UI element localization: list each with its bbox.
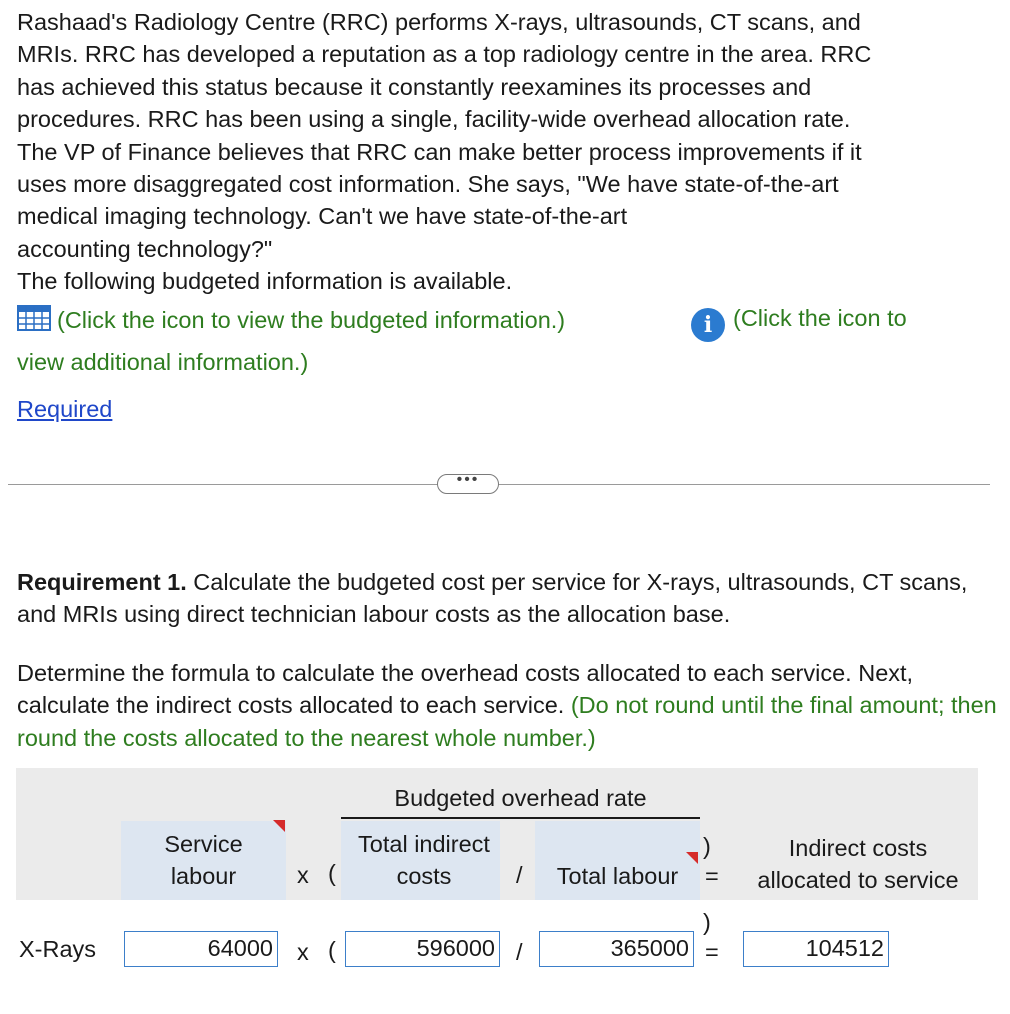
budgeted-info-link[interactable] <box>17 305 565 337</box>
requirement-1 <box>17 566 997 631</box>
intro-line: uses more disaggregated cost information. She says, "We have state-of-the-art <box>17 171 839 198</box>
service-labour-header-line1: Service <box>164 831 243 857</box>
rate-header: Budgeted overhead rate <box>394 785 647 811</box>
equals-operator: = <box>705 939 719 965</box>
requirement-text: Calculate the budgeted cost per service for X-rays, ultrasounds, CT scans, and MRIs using direct technician labour costs as the allocation base. <box>17 569 968 628</box>
allocated-header-line1: Indirect costs <box>788 835 928 861</box>
open-paren: ( <box>328 937 336 963</box>
row-label-xrays: X-Rays <box>19 936 97 962</box>
total-labour-input[interactable]: 365000 <box>539 931 694 967</box>
total-indirect-header-line1: Total indirect <box>358 831 490 857</box>
rate-underline <box>341 817 700 819</box>
total-indirect-input[interactable]: 596000 <box>345 931 500 967</box>
requirement-label: Requirement 1. <box>17 569 187 595</box>
allocated-header-line2: allocated to service <box>757 867 959 893</box>
additional-info-link[interactable] <box>691 305 907 342</box>
intro-line: The following budgeted information is available. <box>17 268 513 295</box>
service-labour-header-line2: labour <box>170 863 237 889</box>
instructions-note: (Do not round until the final amount; then round the costs allocated to the nearest whole number.) <box>17 692 997 751</box>
equals-operator: = <box>705 863 719 889</box>
service-labour-input[interactable]: 64000 <box>124 931 278 967</box>
intro-line: accounting technology?" <box>17 235 273 262</box>
total-labour-header: Total labour <box>556 863 679 889</box>
budgeted-info-text[interactable]: (Click the icon to view the budgeted information.) <box>57 307 566 333</box>
allocated-header <box>740 832 976 896</box>
ellipsis-icon[interactable]: ••• <box>437 474 499 494</box>
instructions-text: Determine the formula to calculate the overhead costs allocated to each service. Next, calculate the indirect costs allocated to each service. <box>17 660 914 719</box>
intro-line: The VP of Finance believes that RRC can make better process improvements if it <box>17 138 862 165</box>
intro-line: Rashaad's Radiology Centre (RRC) performs X-rays, ultrasounds, CT scans, and <box>17 9 861 35</box>
total-indirect-header-line2: costs <box>396 863 452 889</box>
additional-info-text-2[interactable]: view additional information.) <box>17 349 309 375</box>
close-paren: ) <box>703 909 711 935</box>
service-labour-header <box>121 828 286 892</box>
section-divider <box>8 484 990 485</box>
intro-line: medical imaging technology. Can't we have state-of-the-art <box>17 203 628 230</box>
intro-line: has achieved this status because it constantly reexamines its processes and <box>17 73 812 100</box>
problem-intro <box>17 6 997 298</box>
required-link[interactable]: Required <box>17 396 113 422</box>
open-paren: ( <box>328 860 336 886</box>
instructions <box>17 657 997 754</box>
divide-operator: / <box>516 939 523 965</box>
intro-line: MRIs. RRC has developed a reputation as a top radiology centre in the area. RRC <box>17 41 872 68</box>
times-operator: x <box>297 862 309 888</box>
divide-operator: / <box>516 862 523 888</box>
close-paren: ) <box>703 833 711 859</box>
info-icon[interactable]: i <box>691 308 725 342</box>
additional-info-link-cont[interactable] <box>17 349 308 376</box>
additional-info-text-1[interactable]: (Click the icon to <box>733 305 907 331</box>
total-indirect-header <box>341 828 507 892</box>
allocated-input[interactable]: 104512 <box>743 931 889 967</box>
grid-table-icon[interactable] <box>17 305 51 337</box>
intro-line: procedures. RRC has been using a single, facility-wide overhead allocation rate. <box>17 106 851 133</box>
flag-marker <box>273 820 285 832</box>
flag-marker <box>686 852 698 864</box>
times-operator: x <box>297 939 309 965</box>
